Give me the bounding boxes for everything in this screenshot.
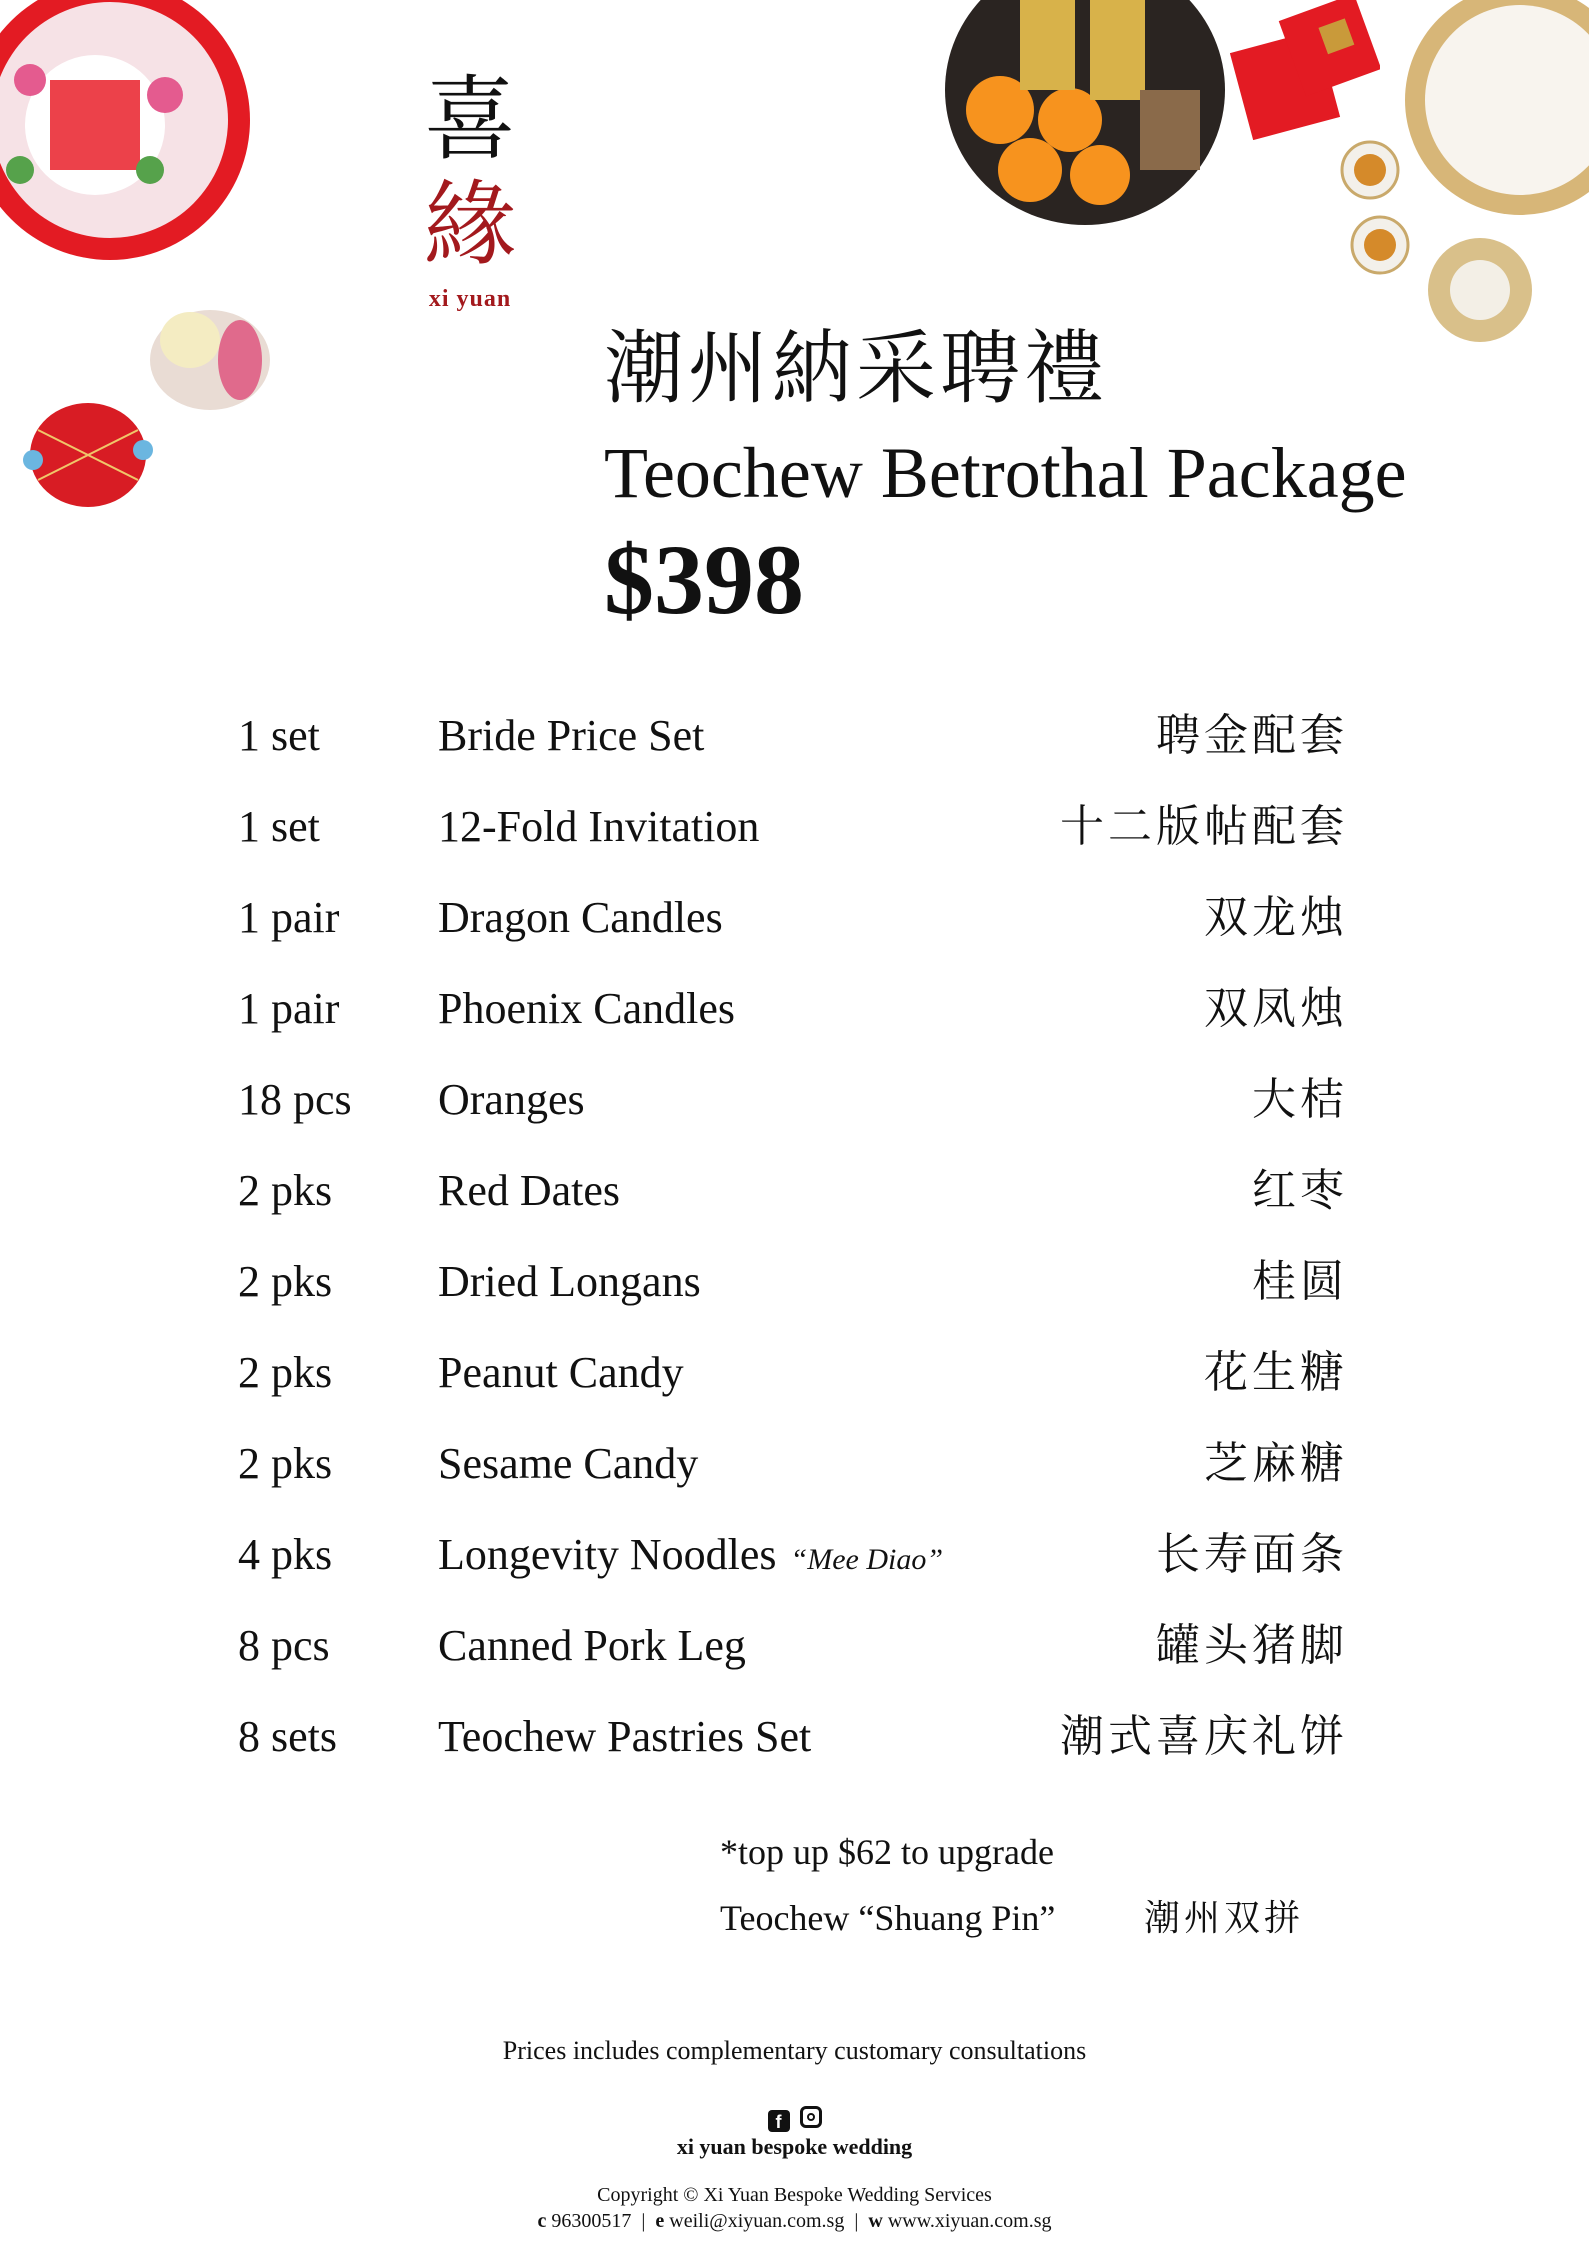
list-item (238, 1509, 1348, 1600)
contact-website-label: w (868, 2210, 883, 2232)
package-title-chinese: 潮州納采聘禮 (604, 326, 1108, 414)
item-name: Phoenix Candles (438, 984, 735, 1033)
package-items-list (238, 690, 1348, 1782)
item-note: “Mee Diao” (790, 1543, 944, 1576)
list-item (238, 1418, 1348, 1509)
item-name-chinese: 长寿面条 (1156, 1530, 1348, 1579)
item-quantity: 4 pks (238, 1530, 333, 1579)
item-quantity: 1 pair (238, 984, 340, 1033)
list-item (238, 781, 1348, 872)
red-pincushion-photo (18, 390, 158, 520)
item-name: Canned Pork Leg (438, 1621, 746, 1670)
item-name-chinese: 双凤烛 (1204, 984, 1348, 1033)
item-name: Longevity Noodles “Mee Diao” (438, 1530, 944, 1579)
oranges-tray-photo (940, 0, 1230, 230)
upgrade-name-english: Teochew “Shuang Pin” (720, 1898, 1056, 1938)
item-name: 12-Fold Invitation (438, 802, 760, 851)
item-name-chinese: 花生糖 (1204, 1348, 1348, 1397)
item-name: Teochew Pastries Set (438, 1712, 812, 1761)
contact-phone: 96300517 (551, 2210, 632, 2232)
item-name-chinese: 芝麻糖 (1204, 1439, 1348, 1488)
item-name-chinese: 聘金配套 (1156, 711, 1348, 760)
item-quantity: 8 sets (238, 1712, 337, 1761)
upgrade-name-chinese: 潮州双拼 (1144, 1898, 1305, 1938)
item-name-chinese: 大桔 (1252, 1075, 1348, 1124)
contact-website[interactable]: www.xiyuan.com.sg (887, 2210, 1052, 2232)
item-name: Red Dates (438, 1166, 621, 1215)
item-name: Bride Price Set (438, 711, 705, 760)
package-title-english: Teochew Betrothal Package (604, 433, 1407, 513)
list-item (238, 1145, 1348, 1236)
item-quantity: 1 set (238, 802, 320, 851)
list-item (238, 963, 1348, 1054)
item-name: Dragon Candles (438, 893, 723, 942)
copyright-text: Copyright © Xi Yuan Bespoke Wedding Services (597, 2184, 992, 2206)
list-item (238, 690, 1348, 781)
social-icons (0, 2106, 1589, 2133)
item-name-chinese: 罐头猪脚 (1156, 1621, 1348, 1670)
item-quantity: 8 pcs (238, 1621, 330, 1670)
consultation-note: Prices includes complementary customary consultations (502, 2036, 1087, 2065)
instagram-icon[interactable] (800, 2106, 822, 2128)
logo-char-xi: 喜 (423, 69, 516, 171)
package-price: $398 (604, 524, 804, 635)
logo-brand-text: xi yuan (428, 286, 512, 312)
list-item (238, 872, 1348, 963)
item-quantity: 2 pks (238, 1257, 333, 1306)
xi-yuan-logo (420, 70, 520, 313)
contact-phone-label: c (537, 2210, 547, 2232)
logo-char-yuan: 緣 (423, 174, 516, 276)
item-name-chinese: 潮式喜庆礼饼 (1060, 1712, 1348, 1761)
tea-set-photo (1330, 0, 1589, 360)
item-quantity: 2 pks (238, 1348, 333, 1397)
wedding-plate-photo (0, 0, 260, 310)
contact-email-label: e (655, 2210, 665, 2232)
item-name: Dried Longans (438, 1257, 701, 1306)
bespoke-handle: xi yuan bespoke wedding (676, 2134, 913, 2159)
item-name-chinese: 十二版帖配套 (1060, 802, 1348, 851)
contact-email[interactable]: weili@xiyuan.com.sg (669, 2210, 845, 2232)
list-item (238, 1600, 1348, 1691)
item-quantity: 18 pcs (238, 1075, 352, 1124)
item-name-chinese: 桂圆 (1252, 1257, 1348, 1306)
item-name: Sesame Candy (438, 1439, 699, 1488)
item-quantity: 1 set (238, 711, 320, 760)
item-name-chinese: 双龙烛 (1204, 893, 1348, 942)
item-quantity: 2 pks (238, 1439, 333, 1488)
item-name: Peanut Candy (438, 1348, 684, 1397)
item-name-chinese: 红枣 (1252, 1166, 1348, 1215)
list-item (238, 1327, 1348, 1418)
contact-line: c 96300517 | e weili@xiyuan.com.sg | w www.xiyuan.com.sg (537, 2210, 1052, 2232)
upgrade-topup-note: *top up $62 to upgrade (720, 1832, 1054, 1872)
list-item (238, 1054, 1348, 1145)
list-item (238, 1236, 1348, 1327)
item-name: Oranges (438, 1075, 585, 1124)
list-item (238, 1691, 1348, 1782)
facebook-icon[interactable]: f (768, 2110, 790, 2132)
item-quantity: 2 pks (238, 1166, 333, 1215)
item-quantity: 1 pair (238, 893, 340, 942)
